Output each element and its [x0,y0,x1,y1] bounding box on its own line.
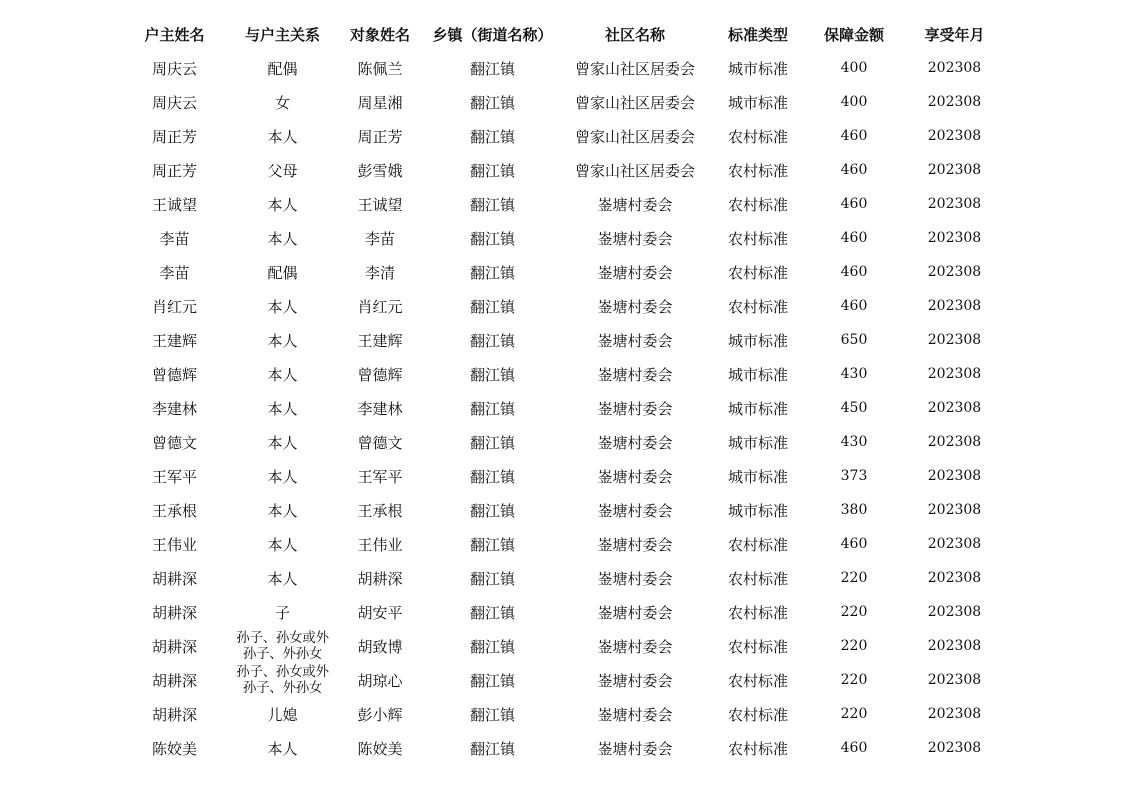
recipient-name-cell: 李苗 [364,229,395,248]
township-cell: 翻江镇 [469,637,515,656]
benefit-month-cell: 202308 [927,366,982,382]
township-cell: 翻江镇 [469,467,515,486]
standard-type-cell: 农村标准 [727,569,788,588]
benefit-month-cell: 202308 [927,162,982,178]
household-head-cell: 周正芳 [151,161,197,180]
benefit-month-cell: 202308 [927,468,982,484]
table-row [119,493,1007,527]
community-cell: 崟塘村委会 [597,399,673,418]
standard-type-cell: 农村标准 [727,705,788,724]
standard-type-cell: 农村标准 [727,603,788,622]
township-cell: 翻江镇 [469,93,515,112]
benefit-amount-cell: 460 [840,128,868,144]
recipient-name-cell: 彭雪娥 [357,161,403,180]
standard-type-cell: 城市标准 [727,331,788,350]
benefit-month-cell: 202308 [927,570,982,586]
table-row [119,425,1007,459]
table-row [119,697,1007,731]
township-cell: 翻江镇 [469,433,515,452]
household-head-cell: 王军平 [151,467,197,486]
standard-type-cell: 农村标准 [727,229,788,248]
table-row [119,221,1007,255]
benefit-amount-cell: 220 [840,570,868,586]
relationship-cell: 本人 [267,365,298,384]
table-row [119,289,1007,323]
household-head-cell: 李建林 [151,399,197,418]
township-cell: 翻江镇 [469,263,515,282]
benefit-month-cell: 202308 [927,638,982,654]
household-head-cell: 李苗 [159,263,190,282]
recipient-name-cell: 陈佩兰 [357,59,403,78]
household-head-cell: 陈姣美 [151,739,197,758]
household-head-cell: 胡耕深 [151,569,197,588]
benefit-month-cell: 202308 [927,298,982,314]
relationship-cell: 孙子、孙女或外孙子、外孙女 [236,630,329,662]
benefit-month-cell: 202308 [927,94,982,110]
household-head-cell: 曾德文 [151,433,197,452]
township-cell: 翻江镇 [469,59,515,78]
relationship-cell: 本人 [267,229,298,248]
household-head-cell: 肖红元 [151,297,197,316]
household-head-cell: 周庆云 [151,93,197,112]
community-cell: 曾家山社区居委会 [574,59,695,78]
benefit-month-cell: 202308 [927,332,982,348]
table-body [119,51,1007,765]
household-head-cell: 王伟业 [151,535,197,554]
household-head-cell: 胡耕深 [151,603,197,622]
relationship-cell: 本人 [267,127,298,146]
standard-type-cell: 城市标准 [727,501,788,520]
standard-type-cell: 农村标准 [727,127,788,146]
standard-type-cell: 农村标准 [727,195,788,214]
community-cell: 崟塘村委会 [597,603,673,622]
benefit-amount-cell: 400 [840,94,868,110]
community-cell: 崟塘村委会 [597,535,673,554]
community-cell: 崟塘村委会 [597,501,673,520]
recipient-name-cell: 王诚望 [357,195,403,214]
relationship-cell: 本人 [267,569,298,588]
benefit-amount-cell: 460 [840,298,868,314]
benefit-amount-cell: 460 [840,264,868,280]
standard-type-cell: 城市标准 [727,59,788,78]
benefit-amount-cell: 460 [840,536,868,552]
community-cell: 曾家山社区居委会 [574,127,695,146]
township-cell: 翻江镇 [469,501,515,520]
relationship-cell: 儿媳 [267,705,298,724]
relationship-cell: 本人 [267,501,298,520]
standard-type-cell: 城市标准 [727,93,788,112]
relationship-cell: 本人 [267,467,298,486]
recipient-name-cell: 曾德文 [357,433,403,452]
table-row [119,459,1007,493]
township-cell: 翻江镇 [469,399,515,418]
relationship-cell: 本人 [267,739,298,758]
standard-type-cell: 城市标准 [727,433,788,452]
header-benefit-amount: 保障金额 [823,25,884,44]
community-cell: 崟塘村委会 [597,195,673,214]
community-cell: 崟塘村委会 [597,365,673,384]
benefit-amount-cell: 220 [840,706,868,722]
township-cell: 翻江镇 [469,569,515,588]
household-head-cell: 胡耕深 [151,705,197,724]
recipient-name-cell: 肖红元 [357,297,403,316]
standard-type-cell: 农村标准 [727,263,788,282]
benefit-month-cell: 202308 [927,536,982,552]
township-cell: 翻江镇 [469,297,515,316]
table-row [119,391,1007,425]
recipient-name-cell: 王建辉 [357,331,403,350]
header-standard-type: 标准类型 [727,25,788,44]
benefit-amount-cell: 460 [840,740,868,756]
recipient-name-cell: 胡琼心 [357,671,403,690]
benefit-amount-cell: 400 [840,60,868,76]
township-cell: 翻江镇 [469,229,515,248]
township-cell: 翻江镇 [469,127,515,146]
community-cell: 崟塘村委会 [597,671,673,690]
recipient-name-cell: 胡耕深 [357,569,403,588]
household-head-cell: 胡耕深 [151,671,197,690]
recipient-name-cell: 胡致博 [357,637,403,656]
community-cell: 崟塘村委会 [597,637,673,656]
standard-type-cell: 农村标准 [727,297,788,316]
table-row [119,731,1007,765]
table-row [119,153,1007,187]
benefit-month-cell: 202308 [927,502,982,518]
community-cell: 崟塘村委会 [597,229,673,248]
table-row [119,527,1007,561]
household-head-cell: 李苗 [159,229,190,248]
header-household-head: 户主姓名 [144,25,205,44]
benefit-month-cell: 202308 [927,60,982,76]
recipient-name-cell: 李建林 [357,399,403,418]
township-cell: 翻江镇 [469,195,515,214]
benefit-amount-cell: 220 [840,638,868,654]
relationship-cell: 本人 [267,535,298,554]
benefit-amount-cell: 460 [840,230,868,246]
benefit-amount-cell: 430 [840,434,868,450]
benefit-amount-cell: 220 [840,672,868,688]
benefit-amount-cell: 373 [840,468,868,484]
benefit-month-cell: 202308 [927,740,982,756]
township-cell: 翻江镇 [469,603,515,622]
table-row [119,629,1007,663]
relationship-cell: 本人 [267,331,298,350]
township-cell: 翻江镇 [469,739,515,758]
community-cell: 崟塘村委会 [597,263,673,282]
benefit-month-cell: 202308 [927,604,982,620]
household-head-cell: 王承根 [151,501,197,520]
table-row [119,51,1007,85]
table-row [119,323,1007,357]
relationship-cell: 配偶 [267,59,298,78]
community-cell: 崟塘村委会 [597,705,673,724]
benefit-amount-cell: 380 [840,502,868,518]
benefit-amount-cell: 460 [840,162,868,178]
household-head-cell: 周正芳 [151,127,197,146]
table-row [119,187,1007,221]
benefit-month-cell: 202308 [927,264,982,280]
community-cell: 崟塘村委会 [597,297,673,316]
standard-type-cell: 农村标准 [727,671,788,690]
header-township: 乡镇（街道名称） [432,25,553,44]
recipient-name-cell: 陈姣美 [357,739,403,758]
relationship-cell: 本人 [267,297,298,316]
recipient-name-cell: 王军平 [357,467,403,486]
township-cell: 翻江镇 [469,365,515,384]
recipient-name-cell: 周星湘 [357,93,403,112]
table-row [119,561,1007,595]
township-cell: 翻江镇 [469,705,515,724]
relationship-cell: 本人 [267,195,298,214]
recipient-name-cell: 李清 [364,263,395,282]
benefit-month-cell: 202308 [927,400,982,416]
standard-type-cell: 城市标准 [727,467,788,486]
relationship-cell: 孙子、孙女或外孙子、外孙女 [236,664,329,696]
recipient-name-cell: 胡安平 [357,603,403,622]
community-cell: 曾家山社区居委会 [574,93,695,112]
household-head-cell: 王建辉 [151,331,197,350]
relationship-cell: 女 [274,93,290,112]
table-header-row [119,17,1007,51]
township-cell: 翻江镇 [469,671,515,690]
benefit-month-cell: 202308 [927,706,982,722]
table-row [119,595,1007,629]
table-row [119,85,1007,119]
table-row [119,119,1007,153]
community-cell: 崟塘村委会 [597,739,673,758]
community-cell: 崟塘村委会 [597,433,673,452]
relationship-cell: 配偶 [267,263,298,282]
benefit-amount-cell: 450 [840,400,868,416]
header-community: 社区名称 [604,25,665,44]
table-row [119,357,1007,391]
standard-type-cell: 农村标准 [727,739,788,758]
recipient-name-cell: 王伟业 [357,535,403,554]
benefit-amount-cell: 220 [840,604,868,620]
household-head-cell: 王诚望 [151,195,197,214]
household-head-cell: 周庆云 [151,59,197,78]
township-cell: 翻江镇 [469,535,515,554]
township-cell: 翻江镇 [469,331,515,350]
relationship-cell: 父母 [267,161,298,180]
standard-type-cell: 农村标准 [727,535,788,554]
recipient-name-cell: 曾德辉 [357,365,403,384]
table-row [119,663,1007,697]
benefit-month-cell: 202308 [927,196,982,212]
relationship-cell: 本人 [267,399,298,418]
recipient-name-cell: 彭小辉 [357,705,403,724]
benefit-month-cell: 202308 [927,672,982,688]
recipient-name-cell: 周正芳 [357,127,403,146]
benefit-amount-cell: 650 [840,332,868,348]
township-cell: 翻江镇 [469,161,515,180]
standard-type-cell: 城市标准 [727,399,788,418]
relationship-cell: 本人 [267,433,298,452]
standard-type-cell: 农村标准 [727,637,788,656]
beneficiary-table [119,17,1007,765]
benefit-month-cell: 202308 [927,128,982,144]
community-cell: 曾家山社区居委会 [574,161,695,180]
household-head-cell: 胡耕深 [151,637,197,656]
standard-type-cell: 农村标准 [727,161,788,180]
benefit-month-cell: 202308 [927,230,982,246]
community-cell: 崟塘村委会 [597,467,673,486]
recipient-name-cell: 王承根 [357,501,403,520]
header-relationship: 与户主关系 [244,25,320,44]
benefit-amount-cell: 430 [840,366,868,382]
header-recipient-name: 对象姓名 [349,25,410,44]
relationship-cell: 子 [274,603,290,622]
benefit-month-cell: 202308 [927,434,982,450]
header-benefit-month: 享受年月 [924,25,985,44]
standard-type-cell: 城市标准 [727,365,788,384]
household-head-cell: 曾德辉 [151,365,197,384]
community-cell: 崟塘村委会 [597,569,673,588]
community-cell: 崟塘村委会 [597,331,673,350]
table-row [119,255,1007,289]
benefit-amount-cell: 460 [840,196,868,212]
